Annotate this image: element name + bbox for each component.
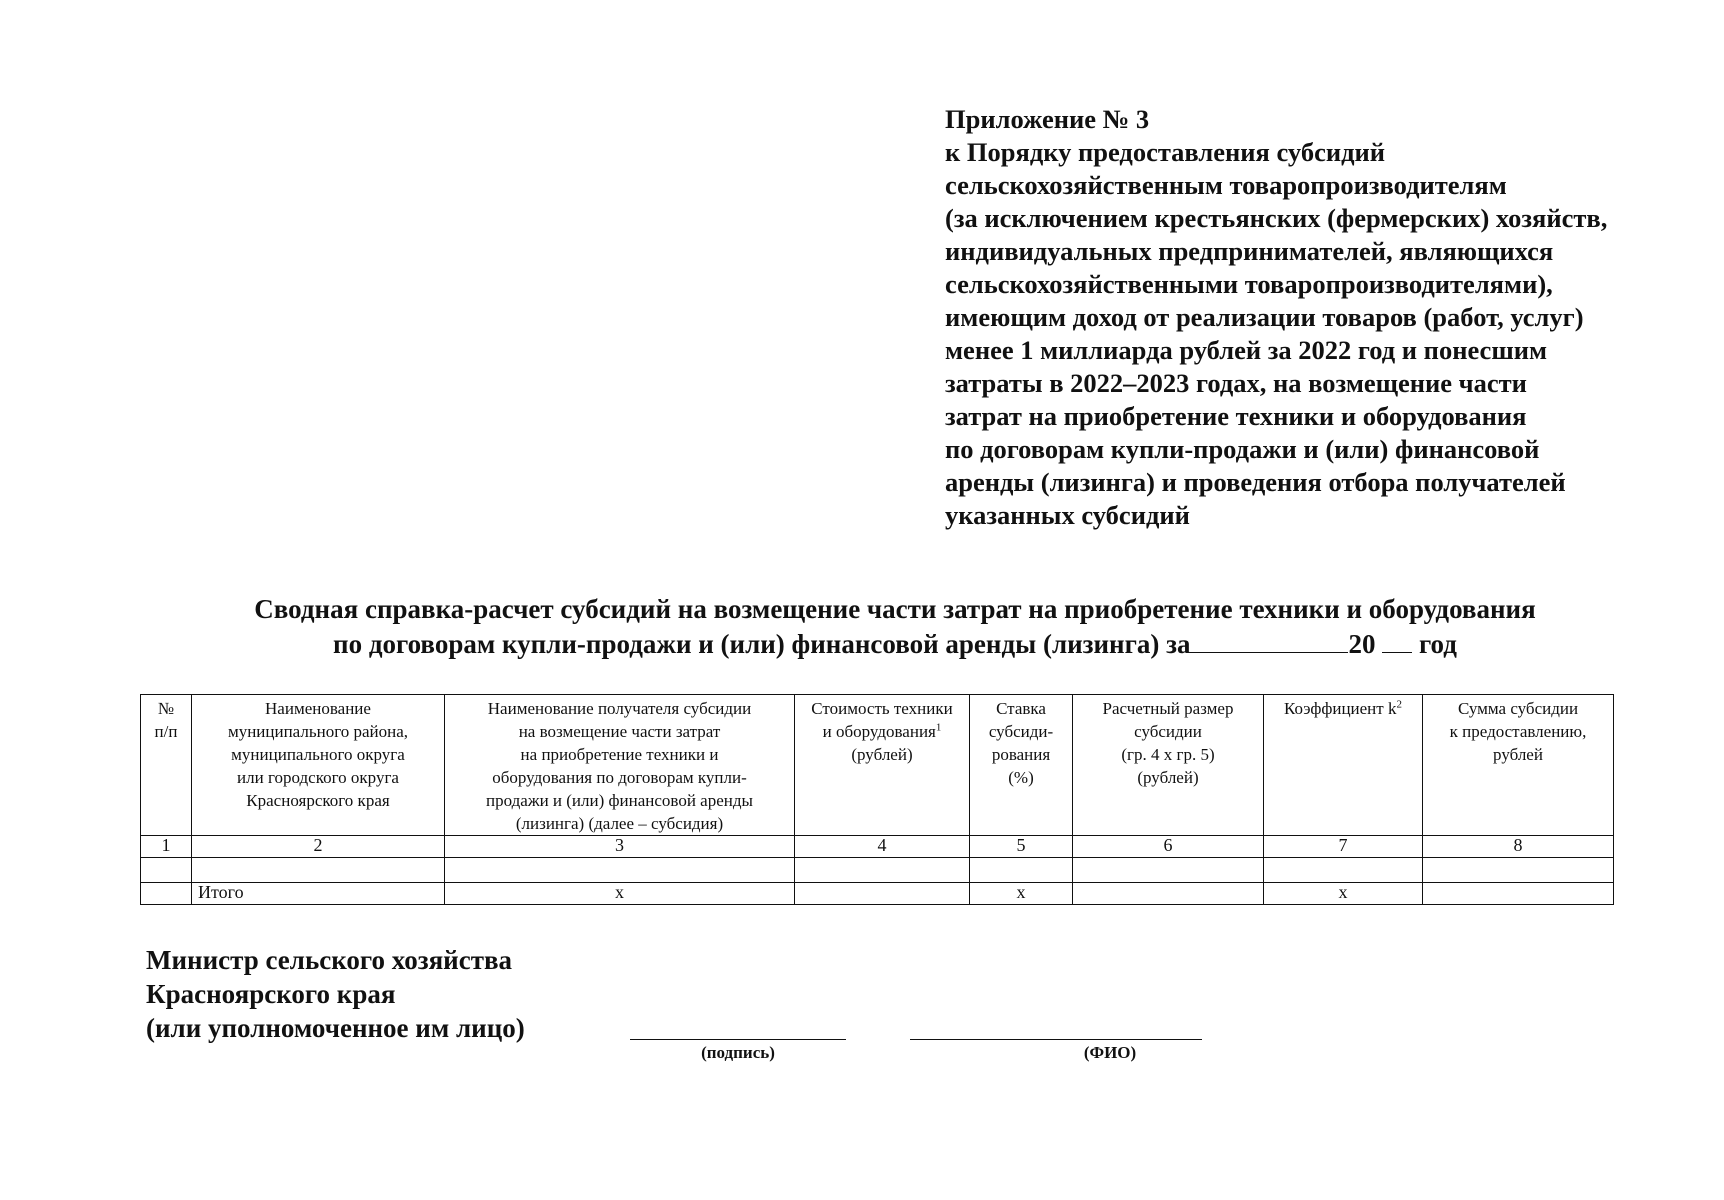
column-number: 5	[970, 836, 1073, 858]
total-label: Итого	[192, 883, 445, 905]
appendix-line: затраты в 2022–2023 годах, на возмещение части	[945, 368, 1527, 398]
table-cell	[141, 883, 192, 905]
signer-line: Красноярского края	[146, 979, 396, 1009]
table-cell	[445, 858, 795, 883]
header-row	[141, 695, 1614, 836]
header-cell-recipient: Наименование получателя субсидии на возмещение части затрат на приобретение техники и оборудования по договорам купли- продажи и (или) финансовой аренды (лизинга) (далее – субсидия)	[445, 695, 795, 836]
name-caption: (ФИО)	[1083, 1043, 1137, 1062]
footnote-marker: 2	[1396, 698, 1402, 711]
footnote-marker: 1	[935, 721, 942, 734]
signer-line: (или уполномоченное им лицо)	[146, 1013, 525, 1043]
table-cell	[970, 858, 1073, 883]
column-number: 6	[1073, 836, 1264, 858]
appendix-line: Приложение № 3	[945, 104, 1150, 134]
appendix-line: сельскохозяйственным товаропроизводителям	[945, 170, 1507, 200]
signer-title	[146, 943, 525, 1045]
table-cell	[1073, 883, 1264, 905]
column-number: 2	[192, 836, 445, 858]
header-cell-cost: Стоимость техники и оборудования$^1$ (рублей)	[795, 695, 970, 836]
appendix-line: (за исключением крестьянских (фермерских) хозяйств,	[945, 203, 1608, 233]
total-row	[141, 883, 1614, 905]
signature-caption: (подпись)	[701, 1043, 775, 1062]
column-number: 3	[445, 836, 795, 858]
header-cell-coefficient: Коэффициент $k^2$	[1264, 695, 1423, 836]
table-cell	[1264, 858, 1423, 883]
appendix-line: сельскохозяйственными товаропроизводителями),	[945, 269, 1553, 299]
header-cell-amount: Сумма субсидии к предоставлению, рублей	[1423, 695, 1614, 836]
table-cell	[1073, 858, 1264, 883]
appendix-line: аренды (лизинга) и проведения отбора получателей	[945, 467, 1566, 497]
period-blank	[1190, 628, 1348, 653]
column-number: 7	[1264, 836, 1423, 858]
header-cell-rate: Ставка субсиди- рования (%)	[970, 695, 1073, 836]
appendix-line: индивидуальных предпринимателей, являющихся	[945, 236, 1554, 266]
title-prefix: по договорам купли-продажи и (или) финансовой аренды (лизинга) за	[333, 629, 1191, 659]
name-line	[910, 1039, 1202, 1040]
header-cell-number: № п/п	[141, 695, 192, 836]
subsidy-table	[140, 694, 1614, 905]
title-suffix: год	[1418, 629, 1457, 659]
empty-data-row	[141, 858, 1614, 883]
appendix-line: к Порядку предоставления субсидий	[945, 137, 1386, 167]
year-blank	[1382, 628, 1412, 653]
title-line-2	[0, 627, 1724, 662]
table-cell	[795, 858, 970, 883]
column-number: 1	[141, 836, 192, 858]
signature-line	[630, 1039, 846, 1040]
table-cell	[1423, 883, 1614, 905]
document-title	[0, 592, 1724, 662]
table-cell	[1423, 858, 1614, 883]
year-prefix: 20	[1348, 629, 1376, 659]
appendix-line: затрат на приобретение техники и оборудования	[945, 401, 1527, 431]
table-cell: x	[1264, 883, 1423, 905]
title-line-1: Сводная справка-расчет субсидий на возмещение части затрат на приобретение техники и оборудования	[254, 594, 1536, 624]
appendix-line: указанных субсидий	[945, 500, 1190, 530]
table-cell	[795, 883, 970, 905]
appendix-line: по договорам купли-продажи и (или) финансовой	[945, 434, 1540, 464]
table-cell: x	[445, 883, 795, 905]
header-cell-municipality: Наименование муниципального района, муниципального округа или городского округа Красноярского края	[192, 695, 445, 836]
appendix-line: менее 1 миллиарда рублей за 2022 год и понесшим	[945, 335, 1548, 365]
appendix-heading	[945, 103, 1705, 532]
header-cell-calculated: Расчетный размер субсидии (гр. 4 х гр. 5) (рублей)	[1073, 695, 1264, 836]
table-cell	[141, 858, 192, 883]
appendix-line: имеющим доход от реализации товаров (работ, услуг)	[945, 302, 1584, 332]
signer-line: Министр сельского хозяйства	[146, 945, 513, 975]
table-cell: x	[970, 883, 1073, 905]
column-number-row	[141, 836, 1614, 858]
table-cell	[192, 858, 445, 883]
column-number: 8	[1423, 836, 1614, 858]
column-number: 4	[795, 836, 970, 858]
